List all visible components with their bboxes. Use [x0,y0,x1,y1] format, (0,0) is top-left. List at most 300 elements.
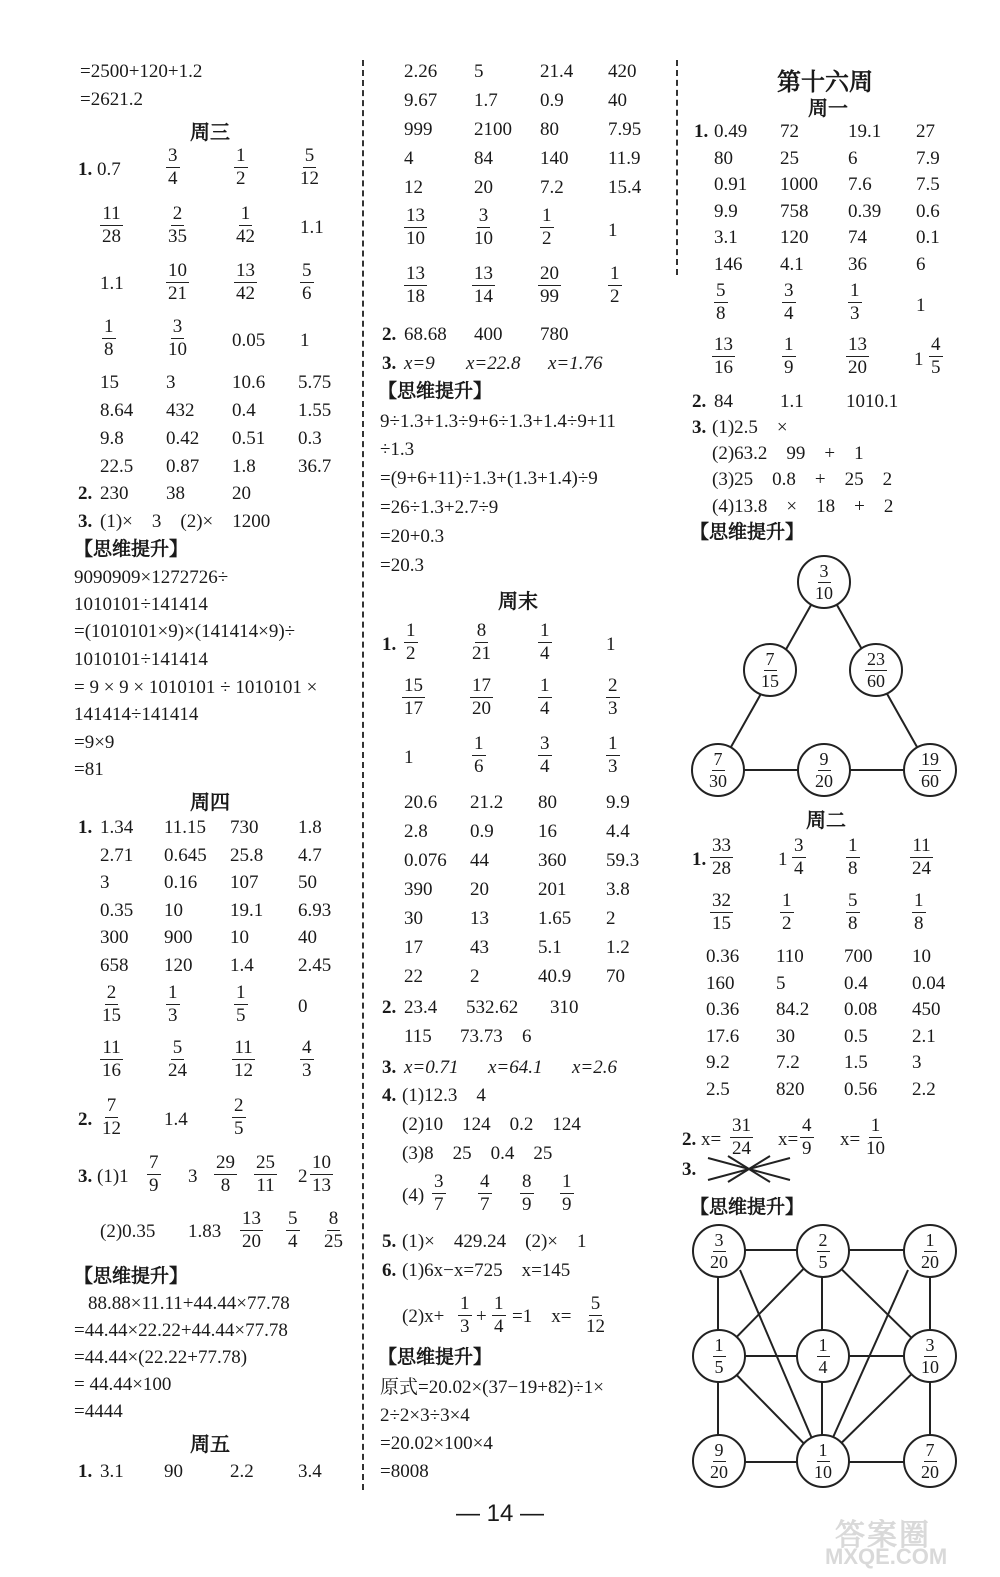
answer-value: x= [778,1129,799,1150]
question-number: 3. [692,417,707,438]
answer-value: (2)x+ [402,1306,445,1327]
fraction: $\frac{13}{20}$ [242,1208,261,1252]
fraction: $\frac{1}{2}$ [782,890,792,934]
answer-value: 15 [100,372,119,393]
triangle-node-right: 23 60 [849,643,903,697]
think-line: =81 [74,759,104,780]
think-line: 88.88×11.11+44.44×77.78 [88,1293,290,1314]
think-line: =20.3 [380,555,424,576]
think-heading: 【思维提升】 [690,522,805,543]
answer-value: 146 [714,253,743,275]
answer-value: (2)10 124 0.2 124 [402,1114,581,1135]
answer-value: (2)0.35 [100,1221,156,1242]
answer-value: 36 [848,253,867,275]
fraction: $\frac{5}{12}$ [586,1293,605,1337]
question-number: 3. (1)1 [78,1166,129,1187]
fraction: $\frac{2}{15}$ [102,982,121,1026]
fraction: $\frac{1}{9}$ [562,1171,572,1215]
answer-value: 2.2 [230,1461,254,1482]
answer-value: 110 [776,946,804,967]
answer-line: =2500+120+1.2 [80,61,203,82]
fraction: $\frac{3}{4}$ [540,733,550,777]
answer-value: 1 [916,295,926,316]
think-line: =20+0.3 [380,526,445,547]
fraction: $\frac{3}{10}$ [168,316,187,360]
answer-value: 4.4 [606,821,630,842]
think-line: 9÷1.3+1.3÷9+6÷1.3+1.4÷9+11 [380,411,616,432]
answer-value: 730 [230,817,259,838]
fraction: $\frac{3}{4}$ [168,145,178,189]
answer-value: 115 [404,1026,432,1047]
answer-value: 1.1 [100,273,124,294]
answer-value: 300 [100,927,129,948]
answer-value: 2.26 [404,61,438,82]
answer-value: 0.08 [844,999,878,1020]
answer-value: 68.68 [404,324,447,345]
fraction: $\frac{1}{3}$ [608,733,618,777]
answer-value: 80 [540,119,559,140]
answer-value: 0 [298,996,308,1017]
answer-value: 140 [540,148,569,169]
answer-value: (1)× 3 (2)× 1200 [100,511,271,532]
answer-value: 3.8 [606,879,630,900]
answer-value: 2100 [474,119,512,140]
answer-value: 10 [164,899,183,921]
answer-value: 3.1 [714,227,738,248]
answer-value: 2 [470,966,480,987]
answer-value: x=22.8 [466,353,521,374]
fraction: $\frac{33}{28}$ [712,835,731,879]
answer-value: 1.2 [606,937,630,958]
fraction: $\frac{1}{8}$ [848,835,858,879]
question-number: 1. [78,1461,93,1482]
answer-value: 0.51 [232,428,266,449]
answer-value: 160 [706,972,735,994]
answer-value: 3.1 [100,1461,124,1482]
answer-value: 70 [606,966,625,987]
fraction: $\frac{5}{4}$ [288,1208,298,1252]
answer-value: (4)13.8 × 18 + 2 [712,496,894,517]
answer-value: 0.9 [470,821,494,842]
section-heading-thursday: 周四 [190,792,230,814]
think-heading: 【思维提升】 [690,1197,805,1218]
answer-value: 230 [100,483,129,504]
answer-value: 30 [776,1025,795,1047]
fraction: $\frac{1}{2}$ [542,205,552,249]
answer-value: 999 [404,119,433,140]
answer-value: 0.35 [100,899,134,921]
answer-value: 50 [298,872,317,893]
answer-value: 12 [404,177,423,198]
fraction: $\frac{1}{2}$ [236,145,246,189]
triangle-node-left: 7 15 [743,643,797,697]
question-number: 4. [382,1085,397,1106]
fraction: $\frac{3}{4}$ [784,280,794,324]
answer-value: 1010.1 [846,391,899,412]
answer-value: 0.3 [298,428,322,449]
answer-value: 44 [470,850,489,871]
answer-value: 1.4 [164,1109,188,1130]
answer-value: 2.8 [404,821,428,842]
fraction: $\frac{1}{5}$ [236,982,246,1026]
answer-value: 820 [776,1078,805,1100]
answer-value: 780 [540,324,569,345]
answer-value: 5 [474,61,484,82]
answer-value: 7.2 [540,177,564,198]
fraction: $\frac{1}{6}$ [474,733,484,777]
triangle-node-top: 3 10 [797,555,851,609]
answer-value: 758 [780,200,809,222]
question-number: 3. [78,511,93,532]
answer-value: 1 [300,330,310,351]
answer-value: (1)6x−x=725 x=145 [402,1260,571,1281]
answer-value: 22.5 [100,456,134,477]
answer-value: (1)× 429.24 (2)× 1 [402,1231,587,1252]
fraction: $\frac{8}{25}$ [324,1208,343,1252]
answer-value: 15.4 [608,177,642,198]
question-number: 2. [382,997,397,1018]
fraction: $\frac{4}{5}$ [931,334,941,378]
think-line: = 9 × 9 × 1010101 ÷ 1010101 × [74,677,318,698]
answer-value: 3 [100,872,110,893]
think-line: 1010101÷141414 [74,594,208,615]
answer-value: 30 [404,908,423,929]
fraction: $\frac{11}{12}$ [234,1037,253,1081]
question-number: 5. [382,1231,397,1252]
answer-value: 0.1 [916,227,940,248]
answer-value: 3 [912,1052,922,1073]
fraction: $\frac{4}{3}$ [302,1037,312,1081]
answer-value: 0.076 [404,850,447,871]
network-node-center: 1 4 [796,1329,850,1383]
answer-value: 84.2 [776,999,810,1020]
think-line: 2÷2×3÷3×4 [380,1405,470,1426]
answer-value: 1.83 [188,1221,222,1242]
question-number: 1. [692,849,707,870]
fraction: $\frac{7}{12}$ [102,1095,121,1139]
answer-value: 40 [298,927,317,948]
fraction: $\frac{1}{3}$ [168,982,178,1026]
answer-value: 22 [404,966,423,987]
answer-value: 0.4 [844,972,868,994]
answer-value: 13 [470,908,489,929]
answer-value: (3)8 25 0.4 25 [402,1143,553,1164]
fraction: $\frac{4}{9}$ [802,1115,812,1159]
section-heading-friday: 周五 [190,1434,230,1456]
answer-value: 1.4 [230,954,254,976]
answer-value: 36.7 [298,456,332,477]
answer-value: 0.5 [844,1025,868,1047]
answer-value: + [476,1306,487,1327]
fraction: $\frac{13}{42}$ [236,260,255,304]
answer-value: 0.56 [844,1078,878,1100]
think-line: 1010101÷141414 [74,649,208,670]
answer-value: 2 [298,1166,308,1187]
think-heading: 【思维提升】 [74,1266,189,1287]
fraction: $\frac{4}{7}$ [480,1171,490,1215]
answer-value: 20 [232,483,251,504]
answer-value: 532.62 [466,997,519,1018]
answer-value: (3)25 0.8 + 25 2 [712,469,893,490]
fraction: $\frac{5}{12}$ [300,145,319,189]
answer-value: 432 [166,400,195,421]
answer-value: 1 [914,349,924,370]
answer-value: 9.8 [100,428,124,449]
answer-value: 11.15 [164,817,207,838]
answer-value: 450 [912,999,941,1020]
network-node-top-left: 3 20 [692,1224,746,1278]
fraction: $\frac{5}{8}$ [848,890,858,934]
answer-value: 120 [164,954,193,976]
answer-value: =1 x= [512,1306,572,1327]
answer-value: 2.5 [706,1078,730,1100]
answer-value: 27 [916,121,935,142]
triangle-node-bottom-mid: 9 20 [797,743,851,797]
answer-value: 5.75 [298,372,332,393]
fraction: $\frac{2}{5}$ [234,1095,244,1139]
network-node-bottom-left: 9 20 [692,1434,746,1488]
think-line: =20.02×100×4 [380,1433,493,1454]
answer-value: 1.34 [100,817,134,838]
answer-value: 2.2 [912,1078,936,1100]
question-number: 2. [382,324,397,345]
answer-value: 420 [608,61,637,82]
fraction: $\frac{1}{3}$ [460,1293,470,1337]
answer-value: 4.7 [298,844,322,866]
answer-value: 59.3 [606,850,640,871]
answer-value: 0.87 [166,456,200,477]
answer-value: 10.6 [232,372,266,393]
answer-value: 0.04 [912,972,946,994]
answer-value: 6 [916,253,926,275]
fraction: $\frac{1}{9}$ [784,334,794,378]
answer-value: 9.67 [404,90,438,111]
answer-value: 11.9 [608,148,641,169]
fraction: $\frac{1}{2}$ [406,620,416,664]
think-heading: 【思维提升】 [74,539,189,560]
answer-value: 120 [780,227,809,248]
answer-value: 16 [538,821,557,842]
think-line: = 44.44×100 [74,1374,172,1395]
answer-value: 9.2 [706,1052,730,1073]
fraction: $\frac{1}{4}$ [540,675,550,719]
answer-value: 0.9 [540,90,564,111]
network-node-top-right: 1 20 [903,1224,957,1278]
answer-value: 17 [404,937,423,958]
answer-value: x=1.76 [548,353,603,374]
think-line: =9×9 [74,732,115,753]
answer-value: 6 [522,1026,532,1047]
fraction: $\frac{31}{24}$ [732,1115,751,1159]
answer-value: 1.1 [300,217,324,238]
fraction: $\frac{5}{8}$ [716,280,726,324]
question-number: 6. [382,1260,397,1281]
answer-value: 1 [608,220,618,241]
answer-value: 80 [714,147,733,169]
answer-value: 20.6 [404,792,438,813]
fraction: $\frac{1}{4}$ [540,620,550,664]
fraction: $\frac{11}{28}$ [102,203,121,247]
answer-value: 4 [404,148,414,169]
answer-value: x=0.71 [404,1057,459,1078]
answer-value: 1.8 [298,817,322,838]
answer-value: 0.36 [706,999,740,1020]
fraction: $\frac{25}{11}$ [256,1152,275,1196]
answer-value: 21.2 [470,792,504,813]
section-heading-tuesday: 周二 [806,810,846,832]
fraction: $\frac{11}{24}$ [912,835,931,879]
answer-value: 5 [776,972,786,994]
fraction: $\frac{17}{20}$ [472,675,491,719]
triangle-node-bottom-right: 19 60 [903,743,957,797]
answer-value: 1000 [780,174,818,195]
answer-value: 310 [550,997,579,1018]
fraction: $\frac{1}{42}$ [236,203,255,247]
fraction: $\frac{20}{99}$ [540,263,559,307]
answer-value: 7.95 [608,119,642,140]
fraction: $\frac{1}{8}$ [914,890,924,934]
answer-value: (1)2.5 × [712,417,788,438]
answer-value: 1.65 [538,908,572,929]
fraction: $\frac{5}{24}$ [168,1037,187,1081]
network-node-mid-left: 1 5 [692,1329,746,1383]
fraction: $\frac{13}{10}$ [406,205,425,249]
answer-value: 0.91 [714,174,748,195]
think-heading: 【思维提升】 [378,381,493,402]
answer-value: 7.6 [848,174,872,195]
question-number: 3. [382,1057,397,1078]
fraction: $\frac{8}{21}$ [472,620,491,664]
network-node-top-mid: 2 5 [796,1224,850,1278]
fraction: $\frac{5}{6}$ [302,260,312,304]
answer-value: 1.8 [232,456,256,477]
question-number: 3. [382,353,397,374]
fraction: $\frac{3}{4}$ [794,835,804,879]
answer-value: 1.55 [298,400,332,421]
think-line: =8008 [380,1461,429,1482]
fraction: $\frac{13}{14}$ [474,263,493,307]
answer-value: 3 [188,1166,198,1187]
answer-value: 23.4 [404,997,438,1018]
question-number: 1. 0.7 [78,159,121,180]
question-number: 2. [78,483,93,504]
answer-value: 8.64 [100,400,134,421]
answer-value: (2)63.2 99 + 1 [712,443,864,464]
think-heading: 【思维提升】 [378,1347,493,1368]
question-number: 2. [78,1109,93,1130]
answer-value: 900 [164,927,193,948]
answer-value: 84 [714,391,733,412]
section-heading-wednesday: 周三 [190,122,230,144]
think-line: =44.44×(22.22+77.78) [74,1347,248,1368]
answer-value: 19.1 [230,899,264,921]
answer-value: (4) [402,1185,425,1206]
answer-value: x=64.1 [488,1057,543,1078]
answer-value: 0.4 [232,400,256,421]
answer-value: 3.4 [298,1461,322,1482]
answer-value: 1 [778,849,788,870]
think-line: 原式=20.02×(37−19+82)÷1× [380,1377,604,1398]
answer-value: 0.05 [232,330,266,351]
fraction: $\frac{1}{3}$ [850,280,860,324]
answer-value: (1)12.3 4 [402,1085,486,1106]
answer-value: 2.1 [912,1025,936,1047]
answer-value: 1.7 [474,90,498,111]
answer-value: 43 [470,937,489,958]
answer-value: 0.39 [848,200,882,222]
think-line: =26÷1.3+2.7÷9 [380,497,499,518]
fraction: $\frac{10}{13}$ [312,1152,331,1196]
fraction: $\frac{1}{8}$ [104,316,114,360]
think-line: ÷1.3 [380,439,415,460]
fraction: $\frac{11}{16}$ [102,1037,121,1081]
answer-value: x= [840,1129,861,1150]
think-line: 141414÷141414 [74,704,199,725]
answer-value: 10 [230,927,249,948]
answer-value: 1 [606,634,616,655]
answer-value: 7.9 [916,147,940,169]
question-number: 2. [692,391,707,412]
answer-value: 9.9 [714,200,738,222]
answer-value: 38 [166,483,185,504]
fraction: $\frac{1}{10}$ [866,1115,885,1159]
answer-value: 1.5 [844,1052,868,1073]
answer-value: 0.645 [164,844,207,866]
answer-value: 40 [608,90,627,111]
watermark-logo: 答案圈 MXQE.COM [825,1519,948,1569]
network-node-bottom-right: 7 20 [903,1434,957,1488]
think-line: 9090909×1272726÷ [74,567,229,588]
network-node-bottom-mid: 1 10 [796,1434,850,1488]
fraction: $\frac{13}{20}$ [848,334,867,378]
fraction: $\frac{29}{8}$ [216,1152,235,1196]
answer-value: 7.5 [916,174,940,195]
fraction: $\frac{15}{17}$ [404,675,423,719]
week-heading: 第十六周 [777,70,873,96]
think-line: =4444 [74,1401,123,1422]
answer-value: x=2.6 [572,1057,618,1078]
fraction: $\frac{13}{18}$ [406,263,425,307]
answer-value: 74 [848,227,867,248]
answer-value: 360 [538,850,567,871]
section-heading-monday: 周一 [808,98,848,120]
question-number: 1. [694,121,709,142]
answer-value: 84 [474,148,493,169]
answer-value: 20 [474,177,493,198]
fraction: $\frac{3}{7}$ [434,1171,444,1215]
question-number: 2. x= [682,1129,722,1150]
answer-value: x=9 [404,353,435,374]
answer-value: 90 [164,1461,183,1482]
fraction: $\frac{1}{2}$ [610,263,620,307]
answer-value: 1 [404,747,414,768]
answer-value: 3 [166,372,176,393]
answer-value: 25 [780,147,799,169]
answer-value: 658 [100,954,129,976]
think-line: =44.44×22.22+44.44×77.78 [74,1320,288,1341]
answer-value: 40.9 [538,966,572,987]
question-number: 1. [382,634,397,655]
fraction: $\frac{3}{10}$ [474,205,493,249]
section-heading-weekend: 周末 [498,591,538,613]
question-number: 1. [78,817,93,838]
answer-value: 80 [538,792,557,813]
answer-value: 21.4 [540,61,574,82]
answer-value: 6.93 [298,899,332,921]
answer-value: 2.45 [298,954,332,976]
answer-value: 2.71 [100,844,134,866]
answer-value: 201 [538,879,567,900]
